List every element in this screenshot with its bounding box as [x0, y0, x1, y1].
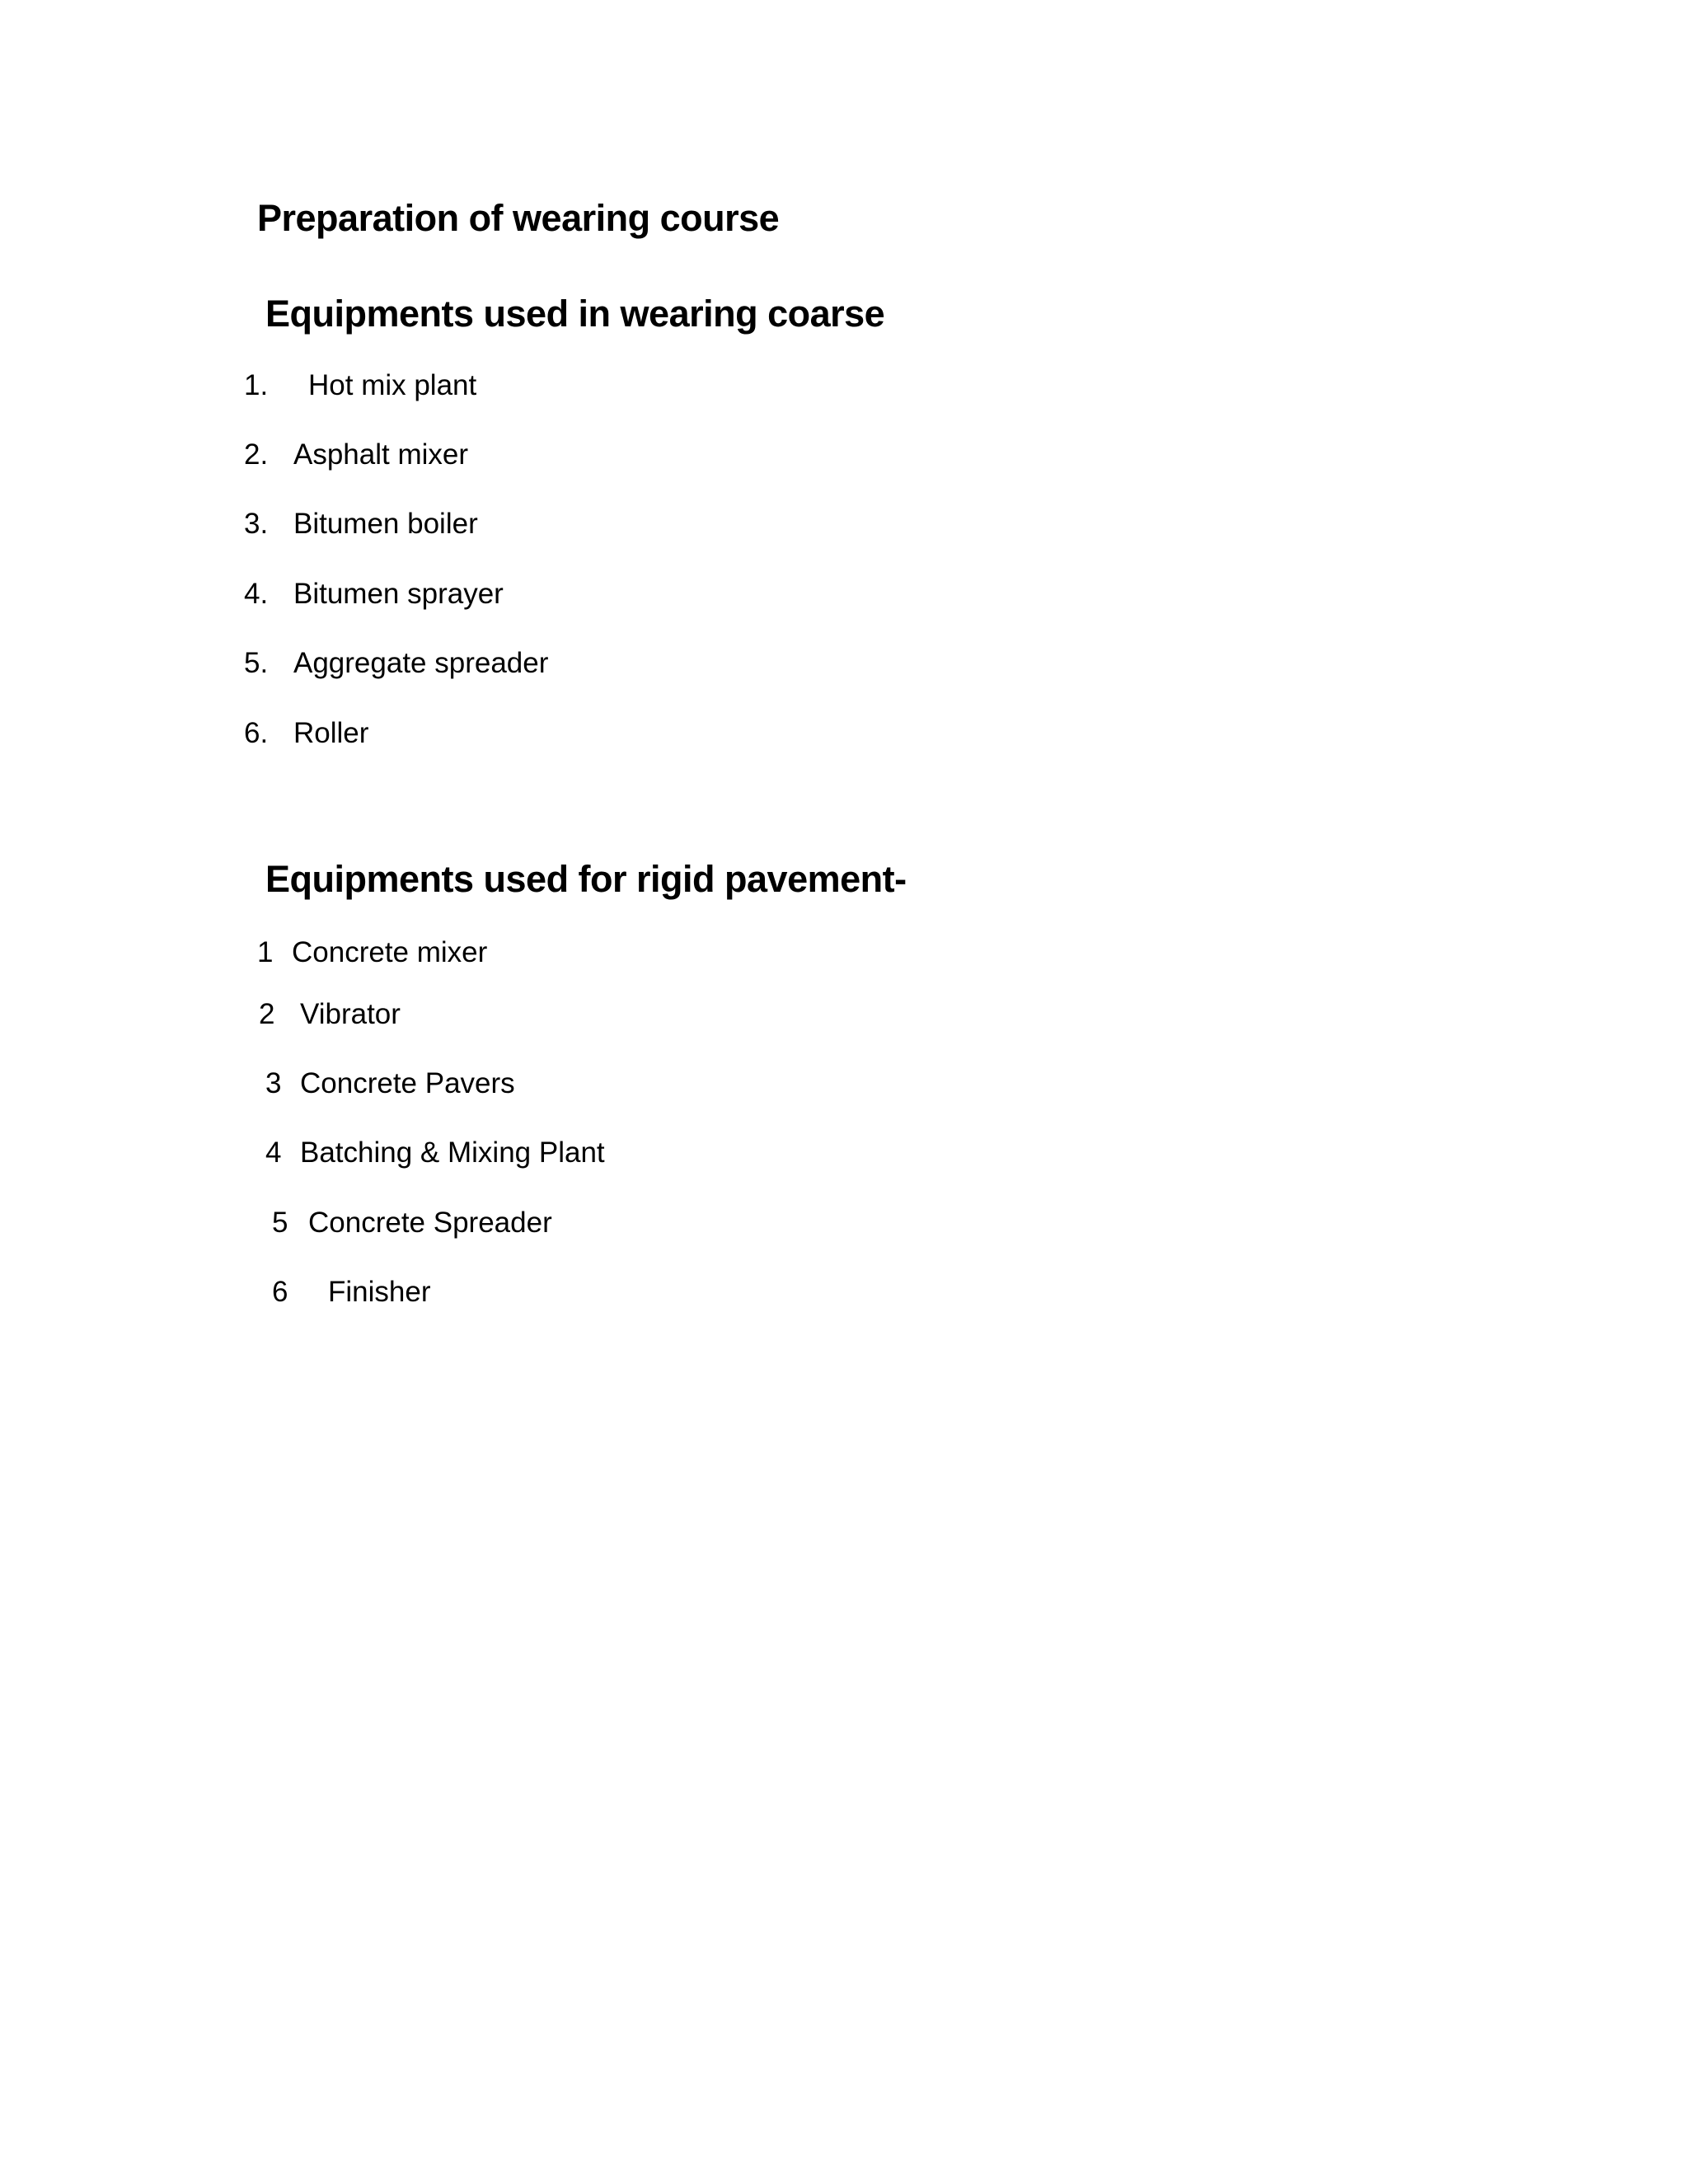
- list-item-number: 6: [272, 1276, 288, 1308]
- list-item-label: Vibrator: [300, 998, 401, 1030]
- list-item-number: 5: [272, 1207, 288, 1239]
- list-item-label: Roller: [293, 717, 369, 749]
- list-item-label: Bitumen boiler: [293, 508, 478, 540]
- page-title: Preparation of wearing course: [257, 197, 780, 239]
- list-item-label: Concrete mixer: [292, 936, 488, 968]
- list-item-number: 2.: [244, 438, 269, 471]
- list-item-label: Asphalt mixer: [293, 438, 469, 471]
- list-item-number: 4.: [244, 578, 269, 610]
- section-heading-rigid-pavement: Equipments used for rigid pavement-: [265, 858, 907, 900]
- list-item-number: 6.: [244, 717, 269, 749]
- list-item-number: 4: [265, 1137, 282, 1169]
- list-item-label: Concrete Spreader: [308, 1207, 552, 1239]
- list-item-number: 3: [265, 1067, 282, 1099]
- list-item-label: Finisher: [328, 1276, 431, 1308]
- list-item-number: 3.: [244, 508, 269, 540]
- list-item-number: 1: [257, 936, 274, 968]
- list-item-number: 1.: [244, 369, 269, 401]
- list-item-label: Bitumen sprayer: [293, 578, 504, 610]
- section-heading-wearing-course: Equipments used in wearing coarse: [265, 293, 885, 335]
- list-item-label: Hot mix plant: [308, 369, 477, 401]
- list-item-number: 5.: [244, 647, 269, 679]
- list-item-label: Batching & Mixing Plant: [300, 1137, 605, 1169]
- list-item-number: 2: [259, 998, 275, 1030]
- list-item-label: Aggregate spreader: [293, 647, 549, 679]
- list-item-label: Concrete Pavers: [300, 1067, 515, 1099]
